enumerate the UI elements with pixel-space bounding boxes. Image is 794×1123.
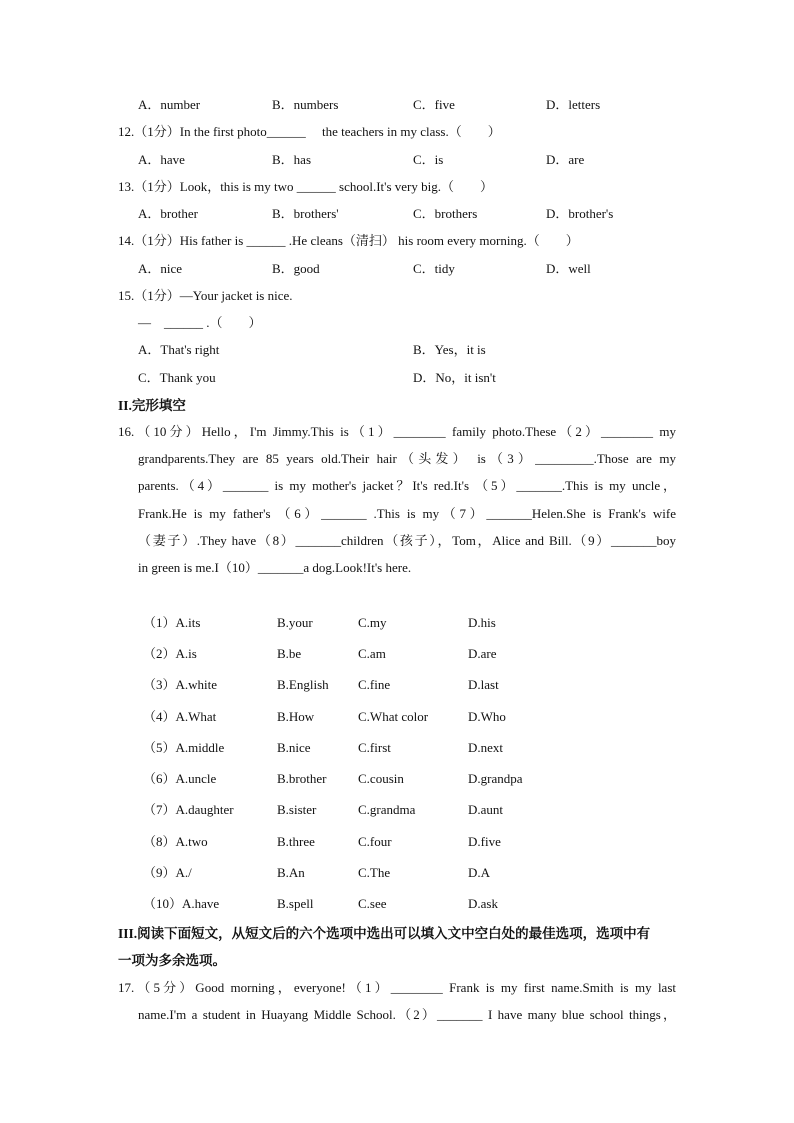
q16-choice-10-a: （10）A.have <box>143 896 220 911</box>
q16-choice-2-a: （2）A.is <box>143 646 197 661</box>
q11-option-d: D．letters <box>546 97 601 112</box>
q12-option-a: A．have <box>138 152 185 167</box>
q15-stem: 15.（1分）—Your jacket is nice. <box>118 288 293 303</box>
q14-option-d: D．well <box>546 261 591 276</box>
q16-choice-5-d: D.next <box>468 740 504 755</box>
q16-choice-8-d: D.five <box>468 834 501 849</box>
q16-choice-7-c: C.grandma <box>358 802 416 817</box>
section3-title-line-1: III.阅读下面短文，从短文后的六个选项中选出可以填入文中空白处的最佳选项，选项中有 <box>118 926 651 941</box>
q16-choice-5-b: B.nice <box>277 740 311 755</box>
q16-line-3: parents.（4）_______ is my mother's jacket？It's red.It's （5）_______.This is my uncle， <box>138 478 676 493</box>
q16-choice-6-d: D.grandpa <box>468 771 523 786</box>
q12-option-b: B．has <box>272 152 312 167</box>
q16-choice-3-b: B.English <box>277 677 329 692</box>
q16-choice-3-c: C.fine <box>358 677 391 692</box>
q16-choice-1-a: （1）A.its <box>143 615 201 630</box>
q13-option-d: D．brother's <box>546 206 614 221</box>
q16-choice-6-b: B.brother <box>277 771 327 786</box>
q13-option-b: B．brothers' <box>272 206 339 221</box>
q16-choice-10-b: B.spell <box>277 896 314 911</box>
q16-choice-1-b: B.your <box>277 615 313 630</box>
q16-choice-4-b: B.How <box>277 709 315 724</box>
q16-choice-9-d: D.A <box>468 865 491 880</box>
q16-line-4: Frank.He is my father's （6）_______ .This is my（7）_______Helen.She is Frank's wife <box>138 506 676 521</box>
q11-option-a: A．number <box>138 97 201 112</box>
q16-choice-5-c: C.first <box>358 740 391 755</box>
q16-line-1: 16.（10分）Hello，I'm Jimmy.This is（1）________ family photo.These（2）________ my <box>118 424 676 439</box>
q16-choice-4-d: D.Who <box>468 709 506 724</box>
q16-line-6: in green is me.I（10）_______a dog.Look!It's here. <box>138 560 412 575</box>
q16-choice-4-a: （4）A.What <box>143 709 217 724</box>
q16-choice-6-a: （6）A.uncle <box>143 771 217 786</box>
q16-choice-8-c: C.four <box>358 834 392 849</box>
q11-option-c: C．five <box>413 97 455 112</box>
q15-option-c: C．Thank you <box>138 370 216 385</box>
q16-choice-1-c: C.my <box>358 615 387 630</box>
q12-option-d: D．are <box>546 152 585 167</box>
q14-option-a: A．nice <box>138 261 183 276</box>
q12-option-c: C．is <box>413 152 444 167</box>
q16-choice-7-a: （7）A.daughter <box>143 802 234 817</box>
q16-choice-1-d: D.his <box>468 615 496 630</box>
q16-choice-8-b: B.three <box>277 834 315 849</box>
q16-choice-8-a: （8）A.two <box>143 834 208 849</box>
q16-choice-7-d: D.aunt <box>468 802 504 817</box>
q16-line-5: （妻子）.They have（8）_______children（孩子），Tom，Alice and Bill.（9）_______boy <box>138 533 676 548</box>
q15-option-a: A．That's right <box>138 342 220 357</box>
q15-answer-line: — ______ .（ ） <box>138 315 262 330</box>
q16-choice-9-b: B.An <box>277 865 305 880</box>
q16-choice-10-d: D.ask <box>468 896 498 911</box>
q17-line-2: name.I'm a student in Huayang Middle School.（2）_______ I have many blue school things， <box>138 1007 676 1022</box>
q15-option-d: D．No，it isn't <box>413 370 496 385</box>
q16-choice-4-c: C.What color <box>358 709 429 724</box>
q12-stem: 12.（1分）In the first photo______ the teachers in my class.（ ） <box>118 124 501 139</box>
q11-option-b: B．numbers <box>272 97 339 112</box>
q13-stem: 13.（1分）Look，this is my two ______ school.It's very big.（ ） <box>118 179 494 194</box>
q16-choice-7-b: B.sister <box>277 802 317 817</box>
q16-choice-9-c: C.The <box>358 865 391 880</box>
q14-stem: 14.（1分）His father is ______ .He cleans（清扫） his room every morning.（ ） <box>118 233 579 248</box>
q16-choice-3-d: D.last <box>468 677 499 692</box>
q16-choice-6-c: C.cousin <box>358 771 404 786</box>
q14-option-b: B．good <box>272 261 320 276</box>
q16-choice-2-b: B.be <box>277 646 302 661</box>
q16-choice-3-a: （3）A.white <box>143 677 218 692</box>
section3-title-line-2: 一项为多余选项。 <box>118 953 226 968</box>
q16-line-2: grandparents.They are 85 years old.Their hair（头发） is（3）_________.Those are my <box>138 451 676 466</box>
q13-option-c: C．brothers <box>413 206 478 221</box>
q16-choice-9-a: （9）A./ <box>143 865 192 880</box>
q16-choice-2-d: D.are <box>468 646 497 661</box>
q16-choice-5-a: （5）A.middle <box>143 740 225 755</box>
section2-title: II.完形填空 <box>118 398 186 413</box>
q16-choice-2-c: C.am <box>358 646 386 661</box>
q16-choice-10-c: C.see <box>358 896 387 911</box>
q15-option-b: B．Yes，it is <box>413 342 486 357</box>
q14-option-c: C．tidy <box>413 261 455 276</box>
q17-line-1: 17.（5分）Good morning，everyone!（1）________ Frank is my first name.Smith is my last <box>118 980 676 995</box>
q13-option-a: A．brother <box>138 206 198 221</box>
